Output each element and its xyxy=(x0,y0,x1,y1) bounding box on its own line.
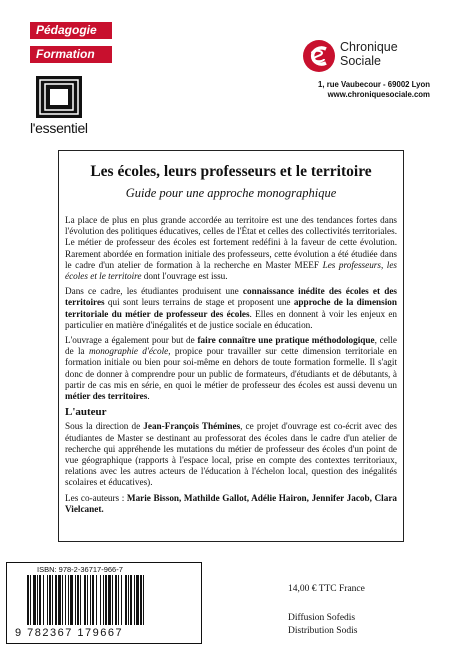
distribution-line-2: Distribution Sodis xyxy=(288,626,358,636)
publisher-website: www.chroniquesociale.com xyxy=(327,90,430,99)
series-label-formation: Formation xyxy=(30,46,112,63)
isbn-label: ISBN: 978-2-36717-966-7 xyxy=(37,565,123,574)
distribution-info xyxy=(288,612,357,638)
publisher-logo-icon xyxy=(302,38,336,74)
description-text xyxy=(65,215,397,519)
description-paragraph-1: La place de plus en plus grande accordée au territoire est une des tendances fortes dans l'évolution des politiques éducatives, celles de l'État et celles des collectivités territoriales. Le métier de professeur des écoles est fortement redéfini à la faveur de cette évolution. Rarement abordée en formation initiale des professeurs, cette évolution a été étudiée dans le cadre d'un atelier de formation à la recherche en Master MEEF Les professeurs, les écoles et le territoire dont l'ouvrage est issu. xyxy=(65,215,397,282)
isbn-barcode xyxy=(6,562,202,644)
book-title: Les écoles, leurs professeurs et le territoire xyxy=(90,163,372,180)
publisher-name-line-2: Sociale xyxy=(340,54,381,68)
description-paragraph-2: Dans ce cadre, les étudiantes produisent une connaissance inédite des écoles et des territoires qui sont leurs terrains de stage et proposent une approche de la dimension territoriale du métier de professeur des écoles. Elles en donnent à voir les enjeux en particulier en matière d'inégalités et de justice sociale en éducation. xyxy=(65,286,397,330)
barcode-icon xyxy=(27,575,187,625)
coauthors-paragraph: Les co-auteurs : Marie Bisson, Mathilde Gallot, Adélie Hairon, Jennifer Jacob, Clara Vielcanet. xyxy=(65,492,397,514)
collection-name: l'essentiel xyxy=(30,120,88,136)
publisher-address-block xyxy=(300,80,430,100)
distribution-line-1: Diffusion Sofedis xyxy=(288,613,356,623)
publisher-name-line-1: Chronique xyxy=(340,40,398,54)
collection-logo-icon xyxy=(36,76,82,118)
price: 14,00 € TTC France xyxy=(288,584,365,594)
author-paragraph: Sous la direction de Jean-François Thémines, ce projet d'ouvrage est co-écrit avec des étudiantes de Master se destinant au professorat des écoles dans le cadre d'un atelier de recherche qui appréhende les mutations du métier de professeur des écoles d'un point de vue géographique (rapports à l'espace local, prise en compte des contextes territoriaux, relations avec les autres acteurs de l'éducation à l'échelon local, question des inégalités scolaires et éducatives). xyxy=(65,421,397,488)
back-cover-text-box xyxy=(58,150,404,542)
publisher-name xyxy=(340,40,398,68)
description-paragraph-3: L'ouvrage a également pour but de faire connaître une pratique méthodologique, celle de la monographie d'école, propice pour travailler sur cette dimension territoriale en formation initiale ou bien pour soi-même en dehors de toute formation formelle. Il s'agit donc de donner à comprendre pour un public de formateurs, d'étudiants et de débutants, à partir de cas mis en série, en quoi le métier de professeur des écoles est aussi devenu un métier des territoires. xyxy=(65,335,397,402)
author-heading: L'auteur xyxy=(65,406,107,419)
ean-digits: 9 782367 179667 xyxy=(15,627,124,639)
publisher-address: 1, rue Vaubecour - 69002 Lyon xyxy=(318,80,430,89)
series-label-pedagogie: Pédagogie xyxy=(30,22,112,39)
book-subtitle: Guide pour une approche monographique xyxy=(125,186,337,200)
